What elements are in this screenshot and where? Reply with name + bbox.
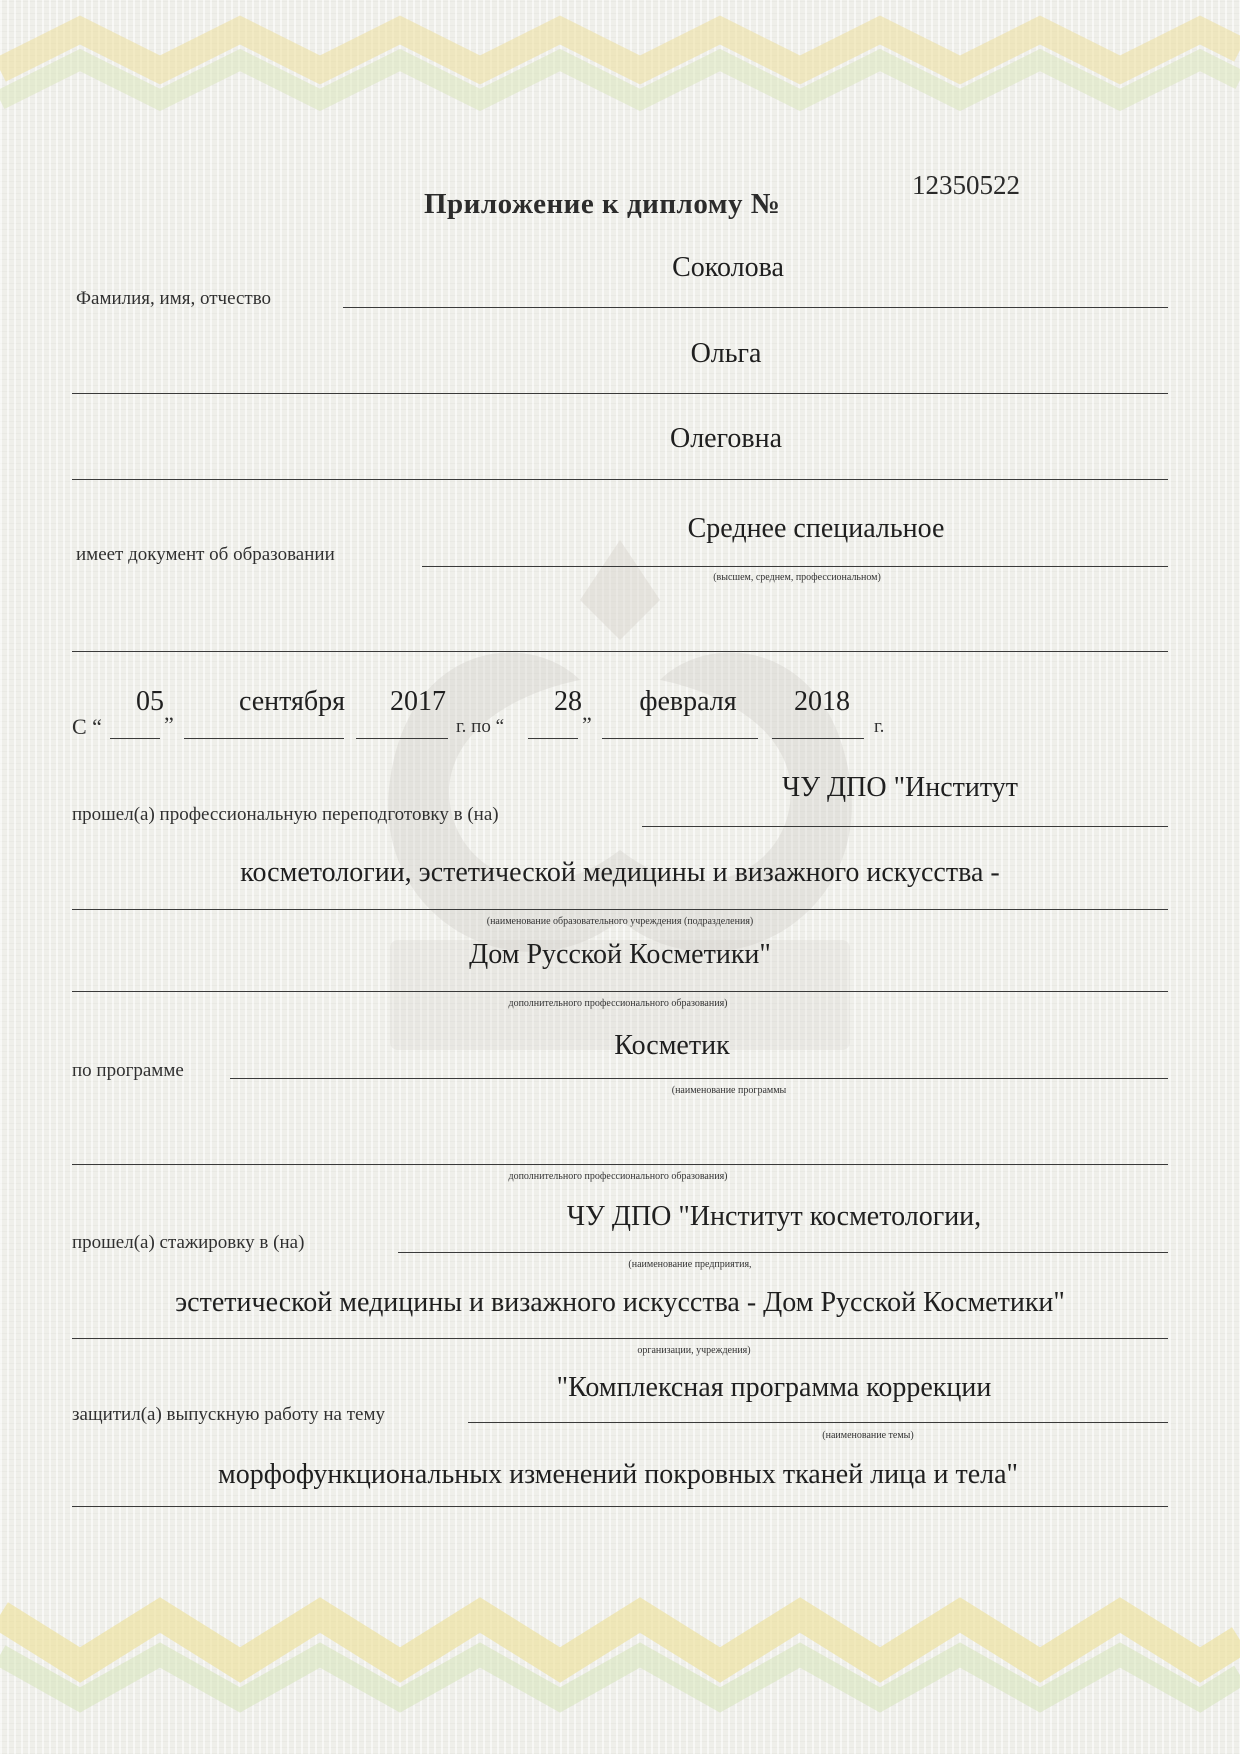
program-label: по программе: [72, 1060, 184, 1081]
start-year-line: [356, 738, 448, 739]
internship-line-1: [398, 1252, 1168, 1253]
fio-line-3: [72, 479, 1168, 480]
retraining-line-1: [642, 826, 1168, 827]
end-year-line: [772, 738, 864, 739]
period-quote-close-1: ”: [164, 712, 174, 737]
start-month-line: [184, 738, 344, 739]
start-year-value: 2017: [390, 686, 446, 717]
appendix-title: Приложение к диплому №: [424, 188, 781, 220]
thesis-label: защитил(а) выпускную работу на тему: [72, 1404, 385, 1425]
diploma-number: 12350522: [912, 170, 1020, 200]
internship-label: прошел(а) стажировку в (на): [72, 1232, 305, 1253]
thesis-topic-line-1: "Комплексная программа коррекции: [556, 1372, 992, 1403]
period-prefix: С “: [72, 714, 102, 739]
thesis-line-1: [468, 1422, 1168, 1423]
start-day-value: 05: [136, 686, 164, 717]
internship-place-line-1: ЧУ ДПО "Институт косметологии,: [566, 1201, 982, 1232]
fio-line-2: [72, 393, 1168, 394]
decorative-bottom-band: [0, 1575, 1240, 1715]
internship-line-2: [72, 1338, 1168, 1339]
program-value: Косметик: [614, 1030, 730, 1061]
end-day-value: 28: [554, 686, 582, 717]
decorative-top-band: [0, 10, 1240, 130]
retraining-institution-line-2: косметологии, эстетической медицины и визажного искусства -: [240, 857, 1000, 888]
start-day-line: [110, 738, 160, 739]
end-month-line: [602, 738, 758, 739]
retraining-label: прошел(а) профессиональную переподготовку в (на): [72, 804, 499, 825]
education-value: Среднее специальное: [687, 513, 945, 544]
end-day-line: [528, 738, 578, 739]
internship-hint-1: (наименование предприятия,: [628, 1259, 752, 1270]
education-line: [422, 566, 1168, 567]
program-hint-2: дополнительного профессионального образования): [508, 1171, 728, 1182]
period-year-suffix-1: г. по “: [456, 716, 505, 737]
period-year-suffix-2: г.: [874, 716, 885, 737]
retraining-line-3: [72, 991, 1168, 992]
education-line-2: [72, 651, 1168, 652]
thesis-line-2: [72, 1506, 1168, 1507]
internship-place-line-2: эстетической медицины и визажного искусства - Дом Русской Косметики": [175, 1287, 1065, 1318]
retraining-institution-line-1: ЧУ ДПО "Институт: [782, 772, 1018, 803]
retraining-line-2: [72, 909, 1168, 910]
fio-line-1: [343, 307, 1168, 308]
program-line-1: [230, 1078, 1168, 1079]
education-hint: (высшем, среднем, профессиональном): [713, 572, 881, 583]
surname-value: Соколова: [672, 252, 784, 283]
retraining-hint-1: (наименование образовательного учреждения (подразделения): [486, 916, 754, 927]
period-quote-close-2: ”: [582, 712, 592, 737]
end-year-value: 2018: [794, 686, 850, 717]
name-value: Ольга: [690, 338, 762, 369]
end-month-value: февраля: [639, 686, 737, 717]
program-hint-1: (наименование программы: [671, 1085, 787, 1096]
program-line-2: [72, 1164, 1168, 1165]
education-label: имеет документ об образовании: [76, 544, 335, 565]
retraining-hint-2: дополнительного профессионального образования): [508, 998, 728, 1009]
start-month-value: сентября: [238, 686, 346, 717]
thesis-hint: (наименование темы): [822, 1430, 914, 1441]
patronymic-value: Олеговна: [669, 423, 783, 454]
fio-label: Фамилия, имя, отчество: [76, 288, 272, 309]
internship-hint-2: организации, учреждения): [637, 1345, 751, 1356]
thesis-topic-line-2: морфофункциональных изменений покровных тканей лица и тела": [218, 1459, 1018, 1490]
retraining-institution-line-3: Дом Русской Косметики": [469, 939, 771, 970]
